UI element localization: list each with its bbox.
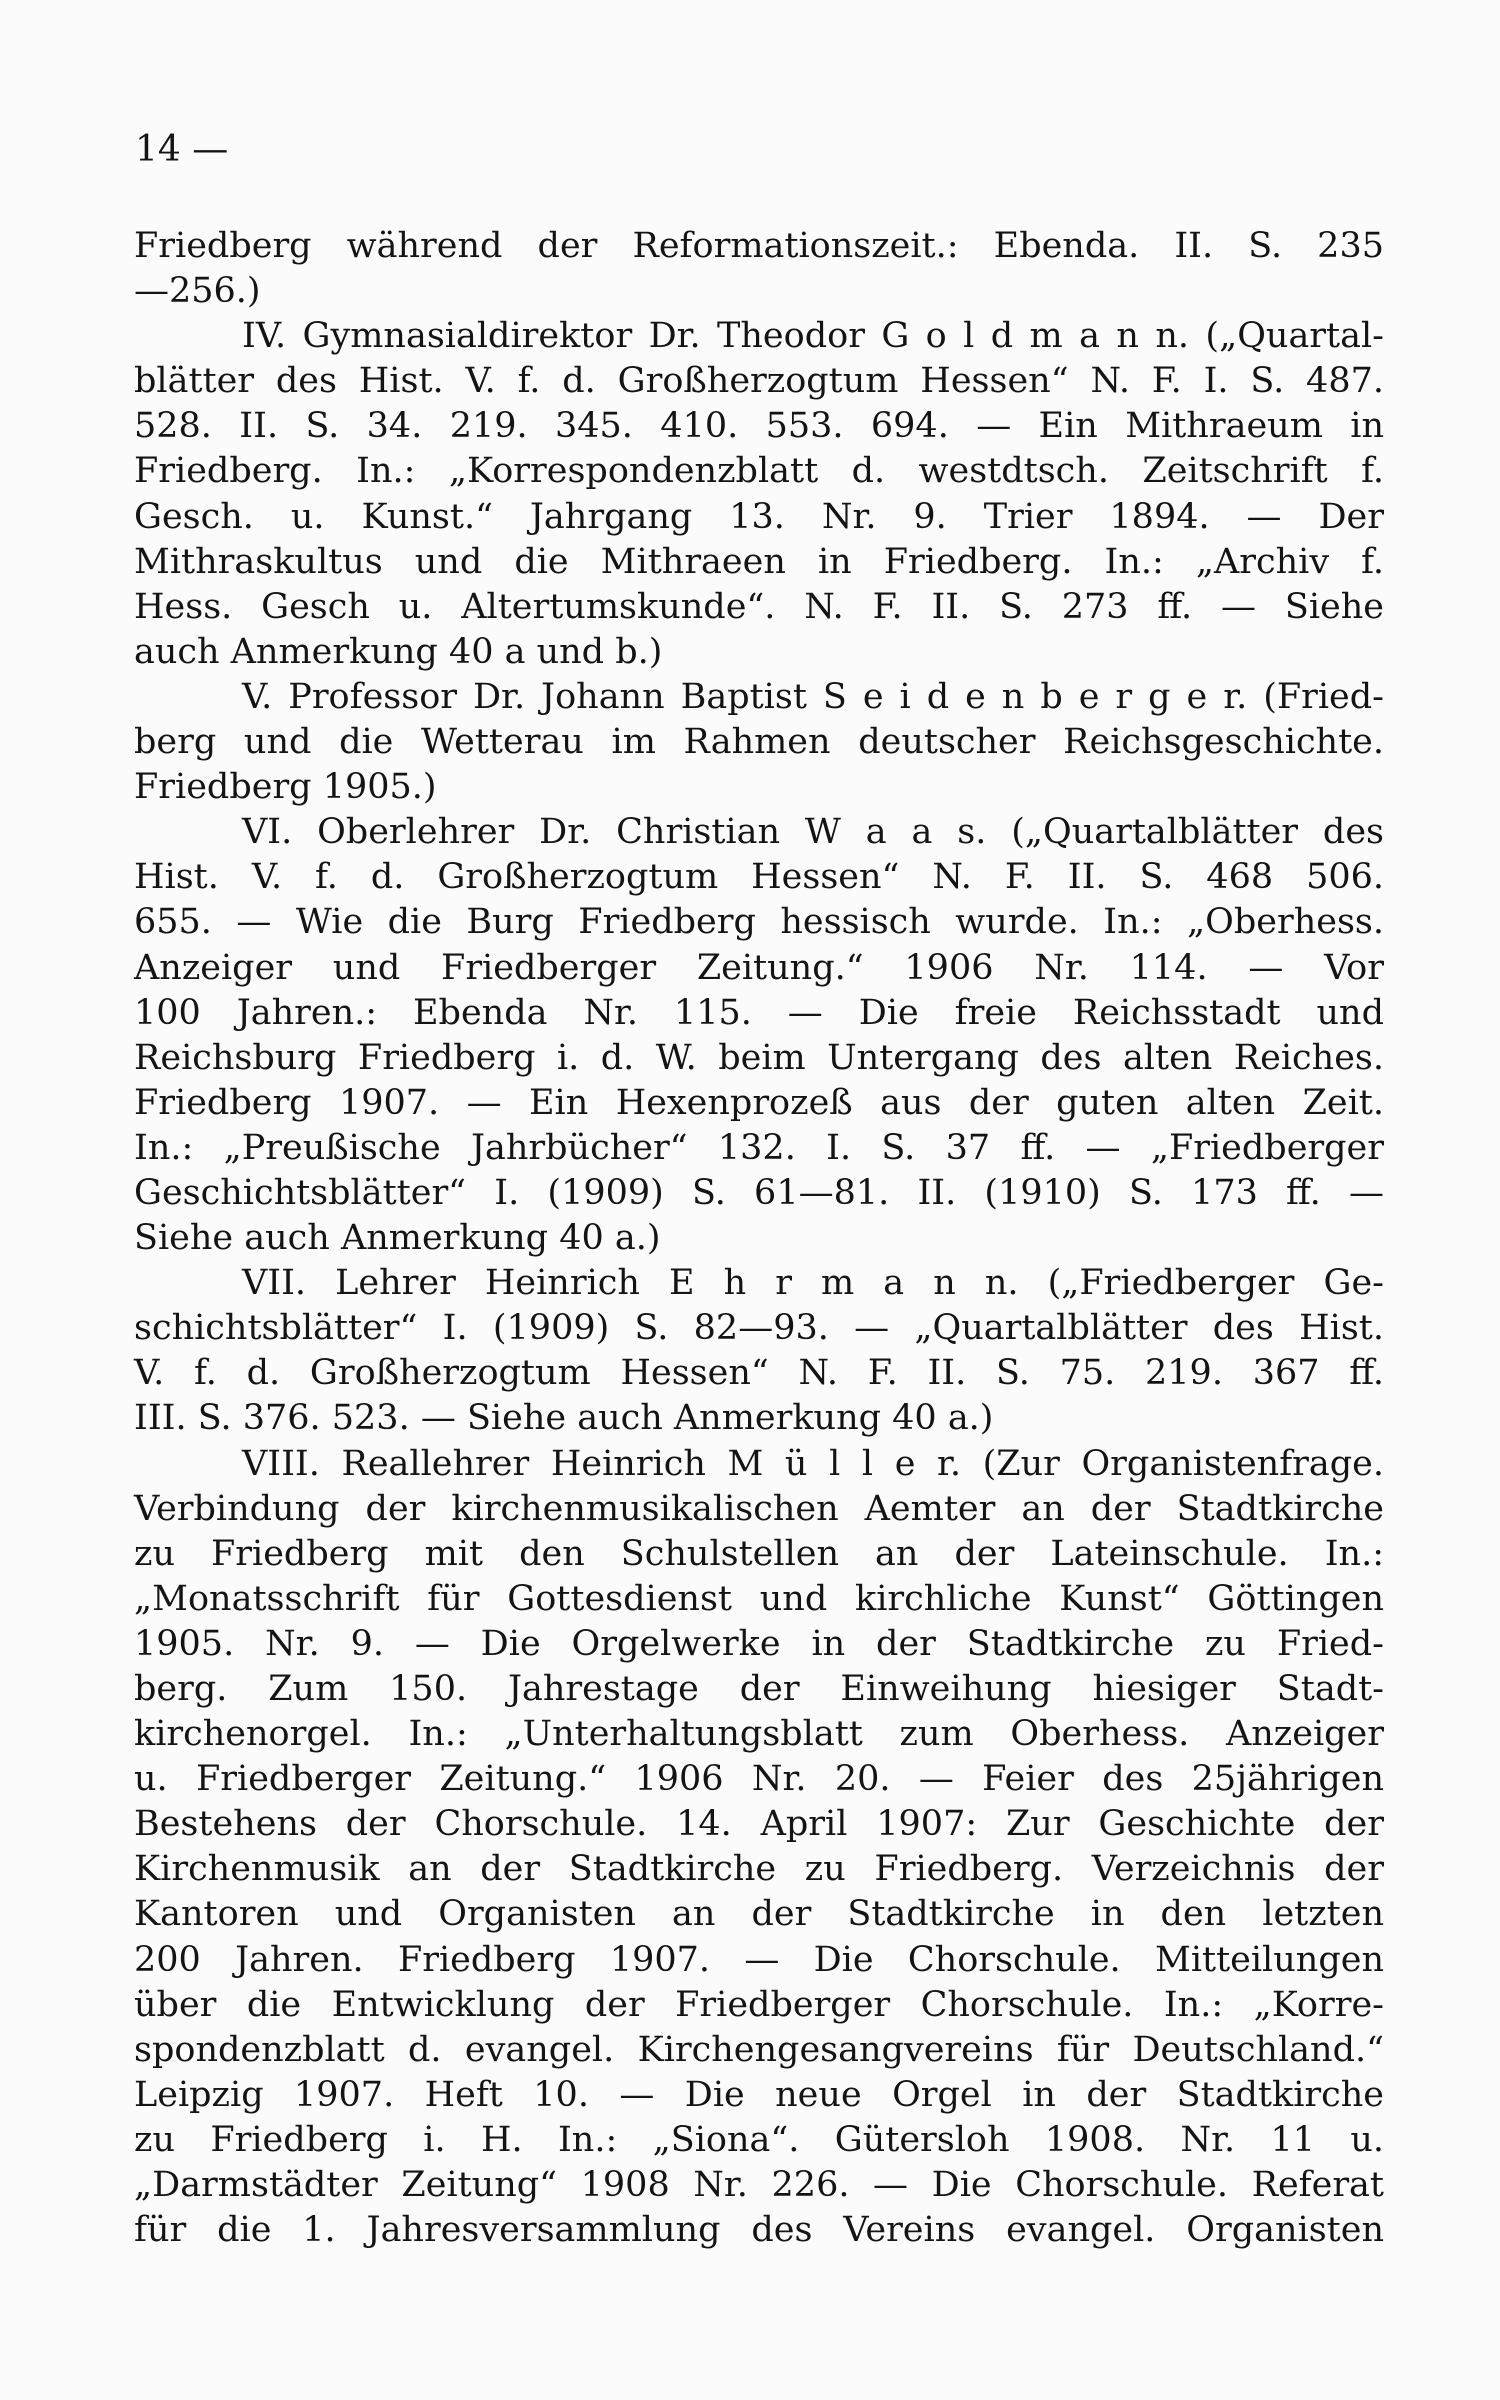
text-line: 200 Jahren. Friedberg 1907. — Die Chorschule. Mitteilungen bbox=[134, 1939, 1384, 1980]
text-line: Mithraskultus und die Mithraeen in Friedberg. In.: „Archiv f. bbox=[134, 541, 1384, 582]
text-line: berg. Zum 150. Jahrestage der Einweihung hiesiger Stadt- bbox=[134, 1669, 1384, 1709]
text-line: VI. Oberlehrer Dr. Christian W a a s. („Quartalblätter des bbox=[242, 812, 1384, 853]
text-line: 1905. Nr. 9. — Die Orgelwerke in der Stadtkirche zu Fried- bbox=[134, 1623, 1384, 1664]
text-line: Verbindung der kirchenmusikalischen Aemter an der Stadtkirche bbox=[134, 1488, 1384, 1529]
text-line: Friedberg 1907. — Ein Hexenprozeß aus der guten alten Zeit. bbox=[134, 1082, 1384, 1123]
text-line: blätter des Hist. V. f. d. Großherzogtum Hessen“ N. F. I. S. 487. bbox=[134, 361, 1384, 402]
text-line: 655. — Wie die Burg Friedberg hessisch wurde. In.: „Oberhess. bbox=[134, 902, 1384, 943]
text-line: Gesch. u. Kunst.“ Jahrgang 13. Nr. 9. Trier 1894. — Der bbox=[134, 496, 1384, 537]
text-line: für die 1. Jahresversammlung des Vereins evangel. Organisten bbox=[134, 2210, 1384, 2251]
text-line: VIII. Reallehrer Heinrich M ü l l e r. (Zur Organistenfrage. bbox=[242, 1443, 1384, 1484]
text-line: In.: „Preußische Jahrbücher“ 132. I. S. 37 ff. — „Friedberger bbox=[134, 1127, 1384, 1168]
text-line: 528. II. S. 34. 219. 345. 410. 553. 694. — Ein Mithraeum in bbox=[134, 406, 1384, 447]
text-line: kirchenorgel. In.: „Unterhaltungsblatt zum Oberhess. Anzeiger bbox=[134, 1714, 1384, 1755]
text-line: Kantoren und Organisten an der Stadtkirche in den letzten bbox=[134, 1894, 1384, 1935]
text-line: IV. Gymnasialdirektor Dr. Theodor G o l d m a n n. („Quartal- bbox=[242, 316, 1384, 357]
text-line: zu Friedberg i. H. In.: „Siona“. Gütersloh 1908. Nr. 11 u. bbox=[134, 2119, 1384, 2160]
text-line: Friedberg. In.: „Korrespondenzblatt d. westdtsch. Zeitschrift f. bbox=[134, 451, 1384, 492]
text-line: Reichsburg Friedberg i. d. W. beim Untergang des alten Reiches. bbox=[134, 1037, 1384, 1078]
text-line: Kirchenmusik an der Stadtkirche zu Friedberg. Verzeichnis der bbox=[134, 1849, 1384, 1890]
text-line: V. f. d. Großherzogtum Hessen“ N. F. II. S. 75. 219. 367 ff. bbox=[134, 1353, 1384, 1394]
text-line: u. Friedberger Zeitung.“ 1906 Nr. 20. — Feier des 25jährigen bbox=[134, 1759, 1384, 1800]
body-text bbox=[134, 224, 1384, 2253]
text-line: auch Anmerkung 40 a und b.) bbox=[134, 631, 663, 672]
text-line: III. S. 376. 523. — Siehe auch Anmerkung 40 a.) bbox=[134, 1398, 994, 1439]
text-line: V. Professor Dr. Johann Baptist S e i d e n b e r g e r. (Fried- bbox=[242, 676, 1384, 717]
text-line: Friedberg 1905.) bbox=[134, 767, 437, 808]
text-line: Siehe auch Anmerkung 40 a.) bbox=[134, 1218, 661, 1259]
text-line: berg und die Wetterau im Rahmen deutscher Reichsgeschichte. bbox=[134, 722, 1384, 763]
text-line: Anzeiger und Friedberger Zeitung.“ 1906 Nr. 114. — Vor bbox=[134, 947, 1384, 988]
text-line: Geschichtsblätter“ I. (1909) S. 61—81. II. (1910) S. 173 ff. — bbox=[134, 1172, 1384, 1213]
page-number: 14 — bbox=[135, 129, 229, 170]
text-line: Bestehens der Chorschule. 14. April 1907: Zur Geschichte der bbox=[134, 1804, 1384, 1845]
text-line: Leipzig 1907. Heft 10. — Die neue Orgel in der Stadtkirche bbox=[134, 2074, 1384, 2115]
text-line: Hess. Gesch u. Altertumskunde“. N. F. II. S. 273 ff. — Siehe bbox=[134, 586, 1384, 627]
text-line: zu Friedberg mit den Schulstellen an der Lateinschule. In.: bbox=[134, 1533, 1384, 1574]
text-line: VII. Lehrer Heinrich E h r m a n n. („Friedberger Ge- bbox=[242, 1263, 1384, 1304]
text-line: Friedberg während der Reformationszeit.: Ebenda. II. S. 235 bbox=[134, 226, 1384, 266]
text-line: Hist. V. f. d. Großherzogtum Hessen“ N. F. II. S. 468 506. bbox=[134, 857, 1384, 898]
text-line: schichtsblätter“ I. (1909) S. 82—93. — „Quartalblätter des Hist. bbox=[134, 1308, 1384, 1349]
text-line: —256.) bbox=[134, 271, 261, 312]
text-line: „Darmstädter Zeitung“ 1908 Nr. 226. — Die Chorschule. Referat bbox=[134, 2165, 1384, 2206]
text-line: 100 Jahren.: Ebenda Nr. 115. — Die freie Reichsstadt und bbox=[134, 992, 1384, 1033]
text-line: über die Entwicklung der Friedberger Chorschule. In.: „Korre- bbox=[134, 1984, 1384, 2025]
text-line: „Monatsschrift für Gottesdienst und kirchliche Kunst“ Göttingen bbox=[134, 1578, 1384, 1619]
text-line: spondenzblatt d. evangel. Kirchengesangvereins für Deutschland.“ bbox=[134, 2029, 1384, 2070]
